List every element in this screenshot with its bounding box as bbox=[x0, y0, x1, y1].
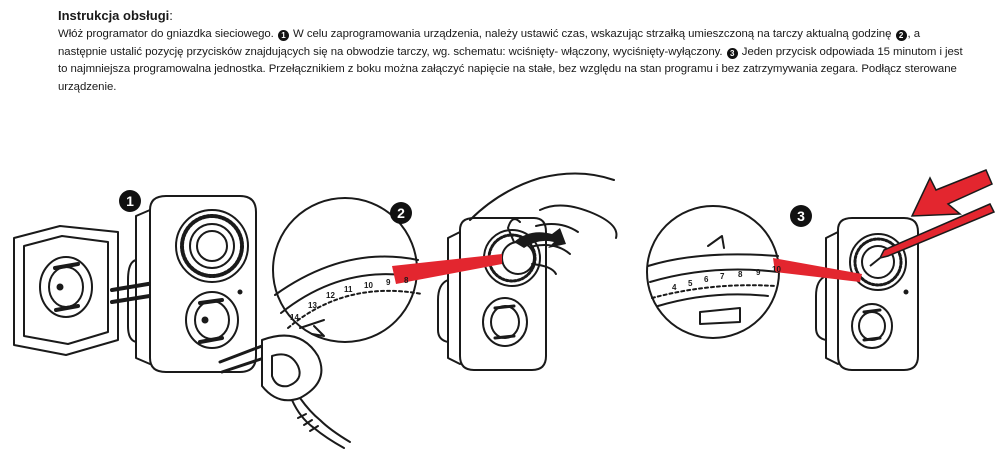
dial3-tick-7: 7 bbox=[720, 272, 725, 281]
step-badge-3: 3 bbox=[790, 205, 812, 227]
text-part-a: Włóż programator do gniazdka sieciowego. bbox=[58, 28, 274, 40]
wall-socket-illustration bbox=[14, 226, 118, 355]
dial2-tick-9: 9 bbox=[386, 278, 391, 287]
dial2-tick-8: 8 bbox=[404, 276, 409, 285]
dial2-tick-10: 10 bbox=[364, 281, 373, 290]
title-colon: : bbox=[169, 8, 173, 23]
step-badge-2: 2 bbox=[390, 202, 412, 224]
dial2-tick-12: 12 bbox=[326, 291, 335, 300]
step-number-2: 2 bbox=[896, 30, 907, 41]
dial3-tick-9: 9 bbox=[756, 268, 761, 277]
step-badge-1: 1 bbox=[119, 190, 141, 212]
illustration-svg bbox=[0, 150, 1000, 449]
title-text: Instrukcja obsługi bbox=[58, 8, 170, 23]
text-part-c: , a następnie ustalić pozycję przycisków znajdujących się na obwodzie tarczy, wg. schematu: wciśnięty- włączony, wyciśnięty-wyłączony. bbox=[58, 28, 921, 58]
instructions-title bbox=[58, 8, 963, 23]
text-part-b: W celu zaprogramowania urządzenia, należy ustawić czas, wskazując strzałką umieszczoną na tarczy aktualną godzinę bbox=[289, 28, 892, 40]
step-number-3: 3 bbox=[727, 48, 738, 59]
instruction-illustration bbox=[0, 150, 1000, 449]
instructions-block bbox=[58, 8, 963, 96]
dial3-tick-5: 5 bbox=[688, 279, 693, 288]
dial2-tick-13: 13 bbox=[308, 301, 317, 310]
instructions-text bbox=[58, 26, 963, 96]
dial2-tick-11: 11 bbox=[344, 285, 353, 294]
dial3-tick-4: 4 bbox=[672, 283, 677, 292]
timer-device-3 bbox=[816, 218, 918, 370]
dial3-tick-10: 10 bbox=[772, 265, 781, 274]
text-part-d: Jeden przycisk odpowiada 15 minutom i jest to najmniejsza programowalna jednostka. Przełącznikiem z boku można załączyć napięcie na stałe, bez względu na stan programu i bez zatrzymywania zegara. Podłącz sterowane urządzenie. bbox=[58, 45, 963, 93]
dial3-tick-6: 6 bbox=[704, 275, 709, 284]
dial2-tick-14: 14 bbox=[290, 313, 299, 322]
step-number-1: 1 bbox=[278, 30, 289, 41]
dial3-tick-8: 8 bbox=[738, 270, 743, 279]
